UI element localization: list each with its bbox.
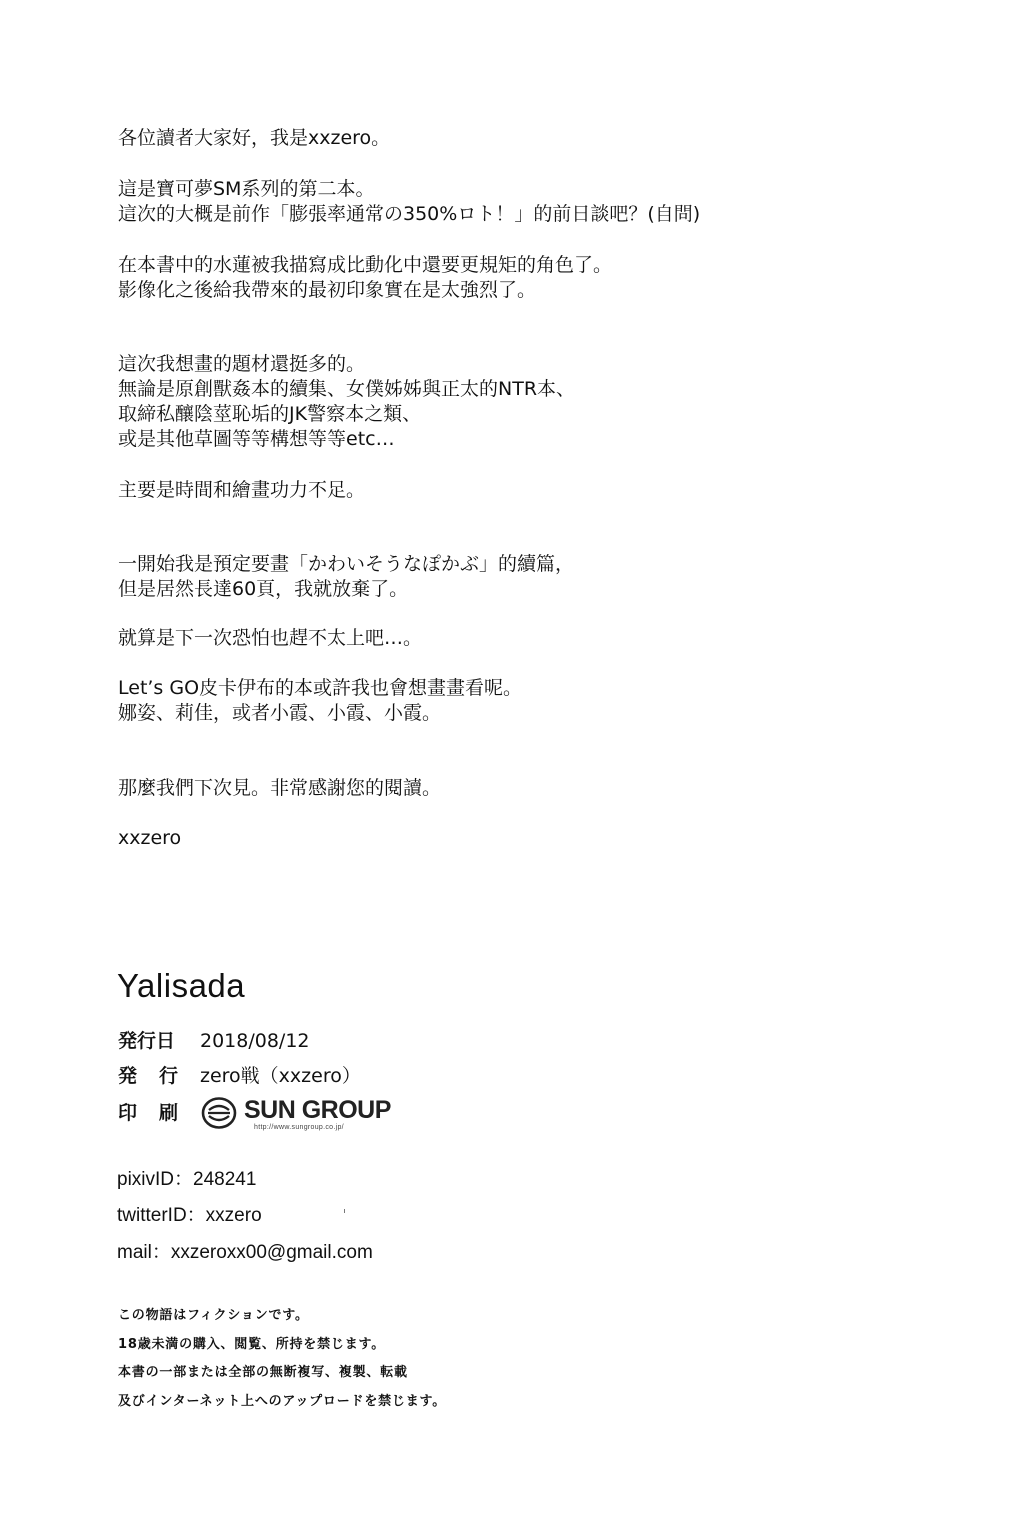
publisher-row (118, 1063, 361, 1089)
afterword-line-series: 這是寶可夢SM系列的第二本。 (118, 178, 375, 200)
issue-date-row (118, 1028, 310, 1054)
mail-address: mail：xxzeroxx00@gmail.com (117, 1242, 373, 1263)
publisher-value: zero戦（xxzero） (200, 1065, 361, 1087)
publisher-label: 発行 (118, 1065, 201, 1087)
twitter-id: twitterID：xxzero (117, 1205, 262, 1226)
printer-row (118, 1100, 200, 1126)
notice-age: 18歳未満の購入、閲覧、所持を禁じます。 (118, 1337, 386, 1352)
printer-url: http://www.sungroup.co.jp/ (254, 1124, 344, 1131)
afterword-line-characters: 娜姿、莉佳，或者小霞、小霞、小霞。 (118, 702, 442, 724)
pixiv-id: pixivID：248241 (117, 1169, 257, 1190)
issue-date-label: 発行日 (118, 1030, 176, 1052)
printer-label: 印刷 (118, 1102, 201, 1124)
afterword-line-thanks: 那麼我們下次見。非常感謝您的閱讀。 (118, 777, 442, 799)
afterword-line-topics: 這次我想畫的題材還挺多的。 (118, 353, 366, 375)
printer-name: SUN GROUP (244, 1096, 391, 1124)
scan-speck (344, 1209, 345, 1213)
afterword-signature: xxzero (118, 827, 182, 849)
afterword-line-greeting: 各位讀者大家好，我是xxzero。 (118, 127, 391, 149)
printer-logo (200, 1094, 410, 1136)
afterword-line-impression: 影像化之後給我帶來的最初印象實在是太強烈了。 (118, 279, 537, 301)
book-title: Yalisada (117, 967, 246, 1004)
notice-upload: 及びインターネット上へのアップロードを禁じます。 (118, 1394, 447, 1409)
afterword-line-pages: 但是居然長達60頁，我就放棄了。 (118, 578, 409, 600)
afterword-line-next: 就算是下一次恐怕也趕不太上吧…。 (118, 627, 423, 649)
afterword-line-plan: 一開始我是預定要畫「かわいそうなぽかぶ」的續篇， (118, 553, 575, 575)
afterword-line-topics-list-1: 無論是原創獸姦本的續集、女僕姊姊與正太的NTR本、 (118, 378, 576, 400)
afterword-line-character: 在本書中的水蓮被我描寫成比動化中還要更規矩的角色了。 (118, 254, 613, 276)
afterword-line-time: 主要是時間和繪畫功力不足。 (118, 479, 366, 501)
afterword-line-letsgo: Let’s GO皮卡伊布的本或許我也會想畫畫看呢。 (118, 677, 523, 699)
notice-copy: 本書の一部または全部の無断複写、複製、転載 (118, 1365, 408, 1380)
notice-fiction: この物語はフィクションです。 (118, 1308, 309, 1323)
afterword-line-topics-list-3: 或是其他草圖等等構想等等etc… (118, 428, 395, 450)
issue-date-value: 2018/08/12 (200, 1030, 310, 1052)
afterword-line-topics-list-2: 取締私釀陰莖恥垢的JK警察本之類、 (118, 403, 422, 425)
sun-group-logo-icon (200, 1096, 238, 1130)
afterword-line-prequel: 這次的大概是前作「膨張率通常の350%ロト！」的前日談吧？(自問) (118, 203, 701, 225)
